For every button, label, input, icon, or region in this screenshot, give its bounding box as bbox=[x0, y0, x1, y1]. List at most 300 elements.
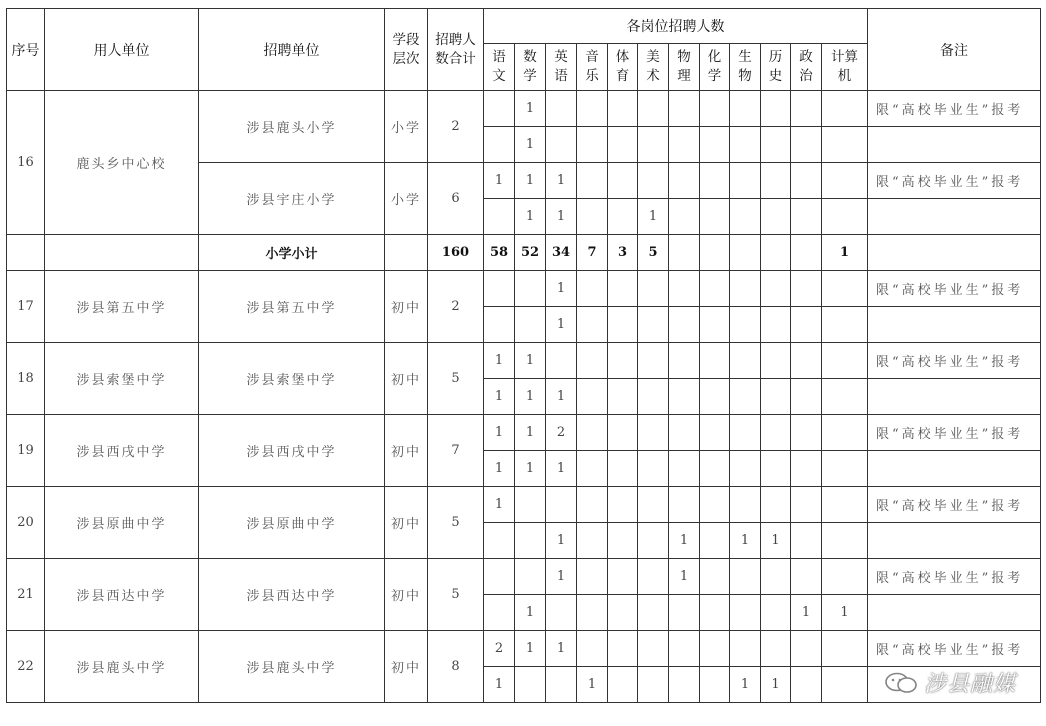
total-cell: 2 bbox=[428, 271, 484, 343]
recruiter-cell: 涉县西戌中学 bbox=[199, 415, 385, 487]
count-cell: 1 bbox=[515, 379, 546, 415]
header-subject bbox=[822, 44, 868, 91]
employer-cell: 涉县西戌中学 bbox=[45, 415, 199, 487]
total-cell: 2 bbox=[428, 91, 484, 163]
count-cell bbox=[608, 343, 638, 379]
header-subject-line: 乐 bbox=[585, 68, 599, 84]
count-cell bbox=[700, 307, 730, 343]
count-cell: 1 bbox=[730, 523, 761, 559]
level-cell: 初中 bbox=[385, 559, 428, 631]
count-cell bbox=[577, 163, 608, 199]
count-cell: 1 bbox=[669, 559, 700, 595]
header-subject bbox=[791, 44, 822, 91]
count-cell bbox=[730, 487, 761, 523]
count-cell: 1 bbox=[546, 271, 577, 307]
count-cell bbox=[822, 631, 868, 667]
count-cell bbox=[484, 271, 515, 307]
count-cell bbox=[700, 487, 730, 523]
subtotal-row bbox=[7, 235, 1041, 271]
subtotal-count bbox=[730, 235, 761, 271]
header-subject-line: 化 bbox=[707, 49, 722, 65]
recruiter-cell: 涉县鹿头中学 bbox=[199, 631, 385, 703]
count-cell bbox=[822, 199, 868, 235]
remark-cell: 限“高校毕业生”报考 bbox=[868, 487, 1041, 523]
count-cell: 1 bbox=[577, 667, 608, 703]
count-cell bbox=[638, 559, 669, 595]
header-subject bbox=[484, 44, 515, 91]
header-subject-line: 理 bbox=[677, 68, 691, 84]
count-cell bbox=[700, 595, 730, 631]
count-cell bbox=[791, 667, 822, 703]
count-cell bbox=[608, 199, 638, 235]
count-cell bbox=[608, 631, 638, 667]
count-cell bbox=[822, 91, 868, 127]
remark-cell: 限“高校毕业生”报考 bbox=[868, 415, 1041, 451]
count-cell: 1 bbox=[730, 667, 761, 703]
count-cell bbox=[700, 451, 730, 487]
remark-cell bbox=[868, 127, 1041, 163]
count-cell bbox=[700, 559, 730, 595]
count-cell bbox=[761, 451, 791, 487]
count-cell bbox=[638, 451, 669, 487]
count-cell bbox=[669, 307, 700, 343]
count-cell bbox=[822, 379, 868, 415]
count-cell bbox=[577, 91, 608, 127]
count-cell bbox=[761, 559, 791, 595]
count-cell bbox=[700, 631, 730, 667]
subtotal-count: 34 bbox=[546, 235, 577, 271]
count-cell: 1 bbox=[515, 451, 546, 487]
header-seq: 序号 bbox=[7, 9, 45, 91]
count-cell bbox=[577, 631, 608, 667]
count-cell bbox=[761, 91, 791, 127]
header-subject-line: 物 bbox=[738, 68, 752, 84]
count-cell bbox=[638, 667, 669, 703]
count-cell bbox=[791, 307, 822, 343]
subtotal-count: 5 bbox=[638, 235, 669, 271]
count-cell bbox=[608, 379, 638, 415]
count-cell bbox=[577, 127, 608, 163]
count-cell: 1 bbox=[515, 127, 546, 163]
count-cell bbox=[577, 559, 608, 595]
employer-cell: 涉县第五中学 bbox=[45, 271, 199, 343]
count-cell bbox=[515, 667, 546, 703]
count-cell: 1 bbox=[761, 667, 791, 703]
total-cell: 6 bbox=[428, 163, 484, 235]
count-cell bbox=[546, 91, 577, 127]
count-cell bbox=[577, 307, 608, 343]
count-cell: 1 bbox=[484, 379, 515, 415]
count-cell: 1 bbox=[546, 451, 577, 487]
header-subject-line: 治 bbox=[799, 68, 813, 84]
count-cell: 1 bbox=[515, 631, 546, 667]
count-cell bbox=[700, 667, 730, 703]
count-cell: 1 bbox=[484, 415, 515, 451]
count-cell bbox=[669, 127, 700, 163]
count-cell bbox=[761, 343, 791, 379]
count-cell: 1 bbox=[546, 379, 577, 415]
count-cell bbox=[638, 91, 669, 127]
count-cell bbox=[791, 91, 822, 127]
count-cell bbox=[761, 487, 791, 523]
count-cell bbox=[791, 343, 822, 379]
count-cell bbox=[822, 127, 868, 163]
count-cell bbox=[608, 667, 638, 703]
count-cell bbox=[730, 415, 761, 451]
header-level-line1: 学段 bbox=[392, 31, 420, 48]
count-cell bbox=[608, 559, 638, 595]
count-cell bbox=[577, 595, 608, 631]
count-cell bbox=[791, 163, 822, 199]
recruiter-cell: 涉县第五中学 bbox=[199, 271, 385, 343]
total-cell: 8 bbox=[428, 631, 484, 703]
count-cell: 1 bbox=[515, 415, 546, 451]
remark-cell bbox=[868, 595, 1041, 631]
subtotal-count: 58 bbox=[484, 235, 515, 271]
level-cell: 初中 bbox=[385, 343, 428, 415]
seq-cell: 19 bbox=[7, 415, 45, 487]
total-cell: 5 bbox=[428, 559, 484, 631]
count-cell bbox=[761, 307, 791, 343]
employer-cell: 涉县索堡中学 bbox=[45, 343, 199, 415]
header-subject-line: 体 bbox=[615, 49, 630, 65]
count-cell bbox=[761, 415, 791, 451]
count-cell: 1 bbox=[761, 523, 791, 559]
header-subject-line: 音 bbox=[585, 49, 599, 65]
count-cell bbox=[669, 199, 700, 235]
wechat-icon bbox=[884, 672, 918, 694]
level-cell: 小学 bbox=[385, 91, 428, 163]
count-cell bbox=[822, 343, 868, 379]
recruitment-table bbox=[6, 8, 1041, 703]
remark-cell: 限“高校毕业生”报考 bbox=[868, 631, 1041, 667]
recruiter-cell: 涉县西达中学 bbox=[199, 559, 385, 631]
header-recruiter: 招聘单位 bbox=[199, 9, 385, 91]
remark-cell: 限“高校毕业生”报考 bbox=[868, 343, 1041, 379]
count-cell bbox=[822, 523, 868, 559]
count-cell bbox=[608, 271, 638, 307]
count-cell bbox=[730, 199, 761, 235]
remark-cell bbox=[868, 523, 1041, 559]
count-cell: 1 bbox=[515, 595, 546, 631]
count-cell bbox=[730, 271, 761, 307]
count-cell bbox=[791, 487, 822, 523]
count-cell: 1 bbox=[484, 667, 515, 703]
count-cell: 1 bbox=[822, 595, 868, 631]
count-cell bbox=[730, 163, 761, 199]
count-cell bbox=[822, 163, 868, 199]
header-subject bbox=[761, 44, 791, 91]
count-cell bbox=[669, 271, 700, 307]
table-row bbox=[7, 559, 1041, 595]
count-cell bbox=[669, 631, 700, 667]
count-cell bbox=[577, 343, 608, 379]
count-cell bbox=[761, 199, 791, 235]
remark-cell: 限“高校毕业生”报考 bbox=[868, 559, 1041, 595]
count-cell bbox=[761, 595, 791, 631]
count-cell bbox=[700, 523, 730, 559]
count-cell: 1 bbox=[546, 199, 577, 235]
count-cell bbox=[791, 199, 822, 235]
count-cell bbox=[669, 667, 700, 703]
subtotal-label: 小学小计 bbox=[199, 235, 385, 271]
count-cell bbox=[791, 379, 822, 415]
count-cell: 1 bbox=[669, 523, 700, 559]
count-cell: 1 bbox=[484, 451, 515, 487]
count-cell: 1 bbox=[515, 199, 546, 235]
header-subject-line: 语 bbox=[492, 49, 506, 65]
count-cell bbox=[761, 163, 791, 199]
count-cell: 1 bbox=[484, 343, 515, 379]
count-cell bbox=[484, 199, 515, 235]
count-cell bbox=[700, 91, 730, 127]
header-subject bbox=[700, 44, 730, 91]
count-cell bbox=[669, 451, 700, 487]
count-cell bbox=[577, 415, 608, 451]
header-subject-line: 术 bbox=[646, 68, 660, 84]
count-cell bbox=[761, 631, 791, 667]
count-cell bbox=[638, 415, 669, 451]
level-cell: 初中 bbox=[385, 271, 428, 343]
subtotal-total: 160 bbox=[428, 235, 484, 271]
table-row bbox=[7, 91, 1041, 127]
count-cell bbox=[577, 451, 608, 487]
count-cell bbox=[577, 523, 608, 559]
count-cell bbox=[700, 163, 730, 199]
header-subject bbox=[669, 44, 700, 91]
count-cell bbox=[577, 199, 608, 235]
table-row bbox=[7, 343, 1041, 379]
recruiter-cell: 涉县鹿头小学 bbox=[199, 91, 385, 163]
count-cell bbox=[700, 271, 730, 307]
header-total-line1: 招聘人 bbox=[435, 31, 476, 48]
header-subject-line: 数 bbox=[523, 49, 537, 65]
count-cell bbox=[730, 595, 761, 631]
remark-cell bbox=[868, 451, 1041, 487]
seq-cell: 17 bbox=[7, 271, 45, 343]
count-cell: 1 bbox=[791, 595, 822, 631]
count-cell bbox=[484, 307, 515, 343]
seq-cell: 16 bbox=[7, 91, 45, 235]
count-cell bbox=[669, 487, 700, 523]
count-cell bbox=[730, 631, 761, 667]
count-cell bbox=[484, 559, 515, 595]
header-subject-line: 历 bbox=[768, 49, 783, 65]
level-cell: 小学 bbox=[385, 163, 428, 235]
count-cell: 1 bbox=[638, 199, 669, 235]
empty-cell bbox=[7, 235, 45, 271]
count-cell bbox=[546, 127, 577, 163]
count-cell bbox=[730, 307, 761, 343]
seq-cell: 18 bbox=[7, 343, 45, 415]
count-cell bbox=[638, 163, 669, 199]
count-cell bbox=[730, 343, 761, 379]
count-cell bbox=[638, 631, 669, 667]
header-remark: 备注 bbox=[868, 9, 1041, 91]
count-cell bbox=[730, 91, 761, 127]
count-cell bbox=[515, 307, 546, 343]
count-cell: 1 bbox=[515, 91, 546, 127]
count-cell bbox=[669, 343, 700, 379]
subtotal-count bbox=[700, 235, 730, 271]
employer-cell: 涉县鹿头中学 bbox=[45, 631, 199, 703]
count-cell bbox=[515, 559, 546, 595]
empty-cell bbox=[45, 235, 199, 271]
count-cell bbox=[484, 595, 515, 631]
header-subject-line: 学 bbox=[523, 68, 537, 84]
count-cell bbox=[515, 523, 546, 559]
header-subject bbox=[638, 44, 669, 91]
subtotal-count bbox=[761, 235, 791, 271]
count-cell bbox=[638, 487, 669, 523]
count-cell: 1 bbox=[546, 631, 577, 667]
total-cell: 7 bbox=[428, 415, 484, 487]
employer-cell: 涉县原曲中学 bbox=[45, 487, 199, 559]
count-cell bbox=[515, 271, 546, 307]
count-cell bbox=[546, 595, 577, 631]
header-subject-line: 机 bbox=[837, 68, 852, 84]
count-cell bbox=[608, 307, 638, 343]
count-cell: 1 bbox=[546, 163, 577, 199]
subtotal-count bbox=[791, 235, 822, 271]
level-cell: 初中 bbox=[385, 487, 428, 559]
count-cell bbox=[608, 127, 638, 163]
header-subject-line: 生 bbox=[738, 49, 752, 65]
header-subject bbox=[546, 44, 577, 91]
count-cell bbox=[546, 667, 577, 703]
count-cell bbox=[638, 307, 669, 343]
table-row bbox=[7, 271, 1041, 307]
count-cell bbox=[608, 415, 638, 451]
subtotal-count: 3 bbox=[608, 235, 638, 271]
count-cell bbox=[608, 451, 638, 487]
count-cell bbox=[638, 343, 669, 379]
header-employer: 用人单位 bbox=[45, 9, 199, 91]
count-cell: 1 bbox=[546, 559, 577, 595]
header-subject-line: 美 bbox=[646, 49, 660, 65]
count-cell: 1 bbox=[515, 163, 546, 199]
count-cell bbox=[546, 487, 577, 523]
header-subject-line: 计算 bbox=[831, 49, 858, 65]
header-subject-line: 政 bbox=[799, 49, 813, 65]
subtotal-count: 52 bbox=[515, 235, 546, 271]
header-subject-line: 育 bbox=[615, 68, 630, 84]
count-cell bbox=[577, 271, 608, 307]
count-cell bbox=[577, 379, 608, 415]
count-cell bbox=[822, 487, 868, 523]
count-cell bbox=[484, 523, 515, 559]
header-subject bbox=[730, 44, 761, 91]
empty-cell bbox=[385, 235, 428, 271]
employer-cell: 涉县西达中学 bbox=[45, 559, 199, 631]
count-cell bbox=[608, 91, 638, 127]
count-cell bbox=[669, 595, 700, 631]
count-cell bbox=[822, 307, 868, 343]
count-cell bbox=[822, 415, 868, 451]
subtotal-count: 1 bbox=[822, 235, 868, 271]
count-cell bbox=[700, 199, 730, 235]
header-total-line2: 数合计 bbox=[435, 50, 476, 67]
remark-cell bbox=[868, 199, 1041, 235]
count-cell bbox=[791, 415, 822, 451]
recruiter-cell: 涉县宇庄小学 bbox=[199, 163, 385, 235]
count-cell bbox=[791, 631, 822, 667]
count-cell bbox=[700, 415, 730, 451]
count-cell: 1 bbox=[546, 307, 577, 343]
remark-cell: 限“高校毕业生”报考 bbox=[868, 91, 1041, 127]
count-cell bbox=[822, 667, 868, 703]
count-cell bbox=[669, 415, 700, 451]
count-cell bbox=[791, 451, 822, 487]
count-cell: 1 bbox=[484, 487, 515, 523]
header-subject bbox=[577, 44, 608, 91]
count-cell bbox=[638, 595, 669, 631]
count-cell bbox=[669, 163, 700, 199]
count-cell bbox=[638, 127, 669, 163]
watermark-text: 涉县融媒 bbox=[923, 672, 1016, 697]
seq-cell: 20 bbox=[7, 487, 45, 559]
count-cell bbox=[638, 523, 669, 559]
count-cell bbox=[791, 127, 822, 163]
count-cell: 1 bbox=[546, 523, 577, 559]
count-cell: 2 bbox=[546, 415, 577, 451]
count-cell bbox=[791, 271, 822, 307]
header-subject-line: 英 bbox=[554, 49, 568, 65]
count-cell bbox=[822, 271, 868, 307]
count-cell bbox=[700, 127, 730, 163]
header-subject bbox=[608, 44, 638, 91]
count-cell bbox=[822, 559, 868, 595]
count-cell: 1 bbox=[484, 163, 515, 199]
count-cell bbox=[761, 127, 791, 163]
count-cell bbox=[669, 379, 700, 415]
count-cell bbox=[484, 127, 515, 163]
table-row bbox=[7, 631, 1041, 667]
header-level bbox=[385, 9, 428, 91]
seq-cell: 22 bbox=[7, 631, 45, 703]
header-subject-line: 文 bbox=[492, 68, 506, 84]
count-cell: 1 bbox=[515, 343, 546, 379]
count-cell bbox=[791, 559, 822, 595]
count-cell bbox=[791, 523, 822, 559]
level-cell: 初中 bbox=[385, 631, 428, 703]
empty-cell bbox=[868, 235, 1041, 271]
remark-cell: 限“高校毕业生”报考 bbox=[868, 271, 1041, 307]
count-cell bbox=[669, 91, 700, 127]
table-row bbox=[7, 487, 1041, 523]
header-subject-line: 学 bbox=[707, 68, 722, 84]
count-cell bbox=[608, 595, 638, 631]
count-cell bbox=[730, 559, 761, 595]
count-cell bbox=[638, 379, 669, 415]
count-cell bbox=[515, 487, 546, 523]
recruiter-cell: 涉县原曲中学 bbox=[199, 487, 385, 559]
count-cell bbox=[822, 451, 868, 487]
recruiter-cell: 涉县索堡中学 bbox=[199, 343, 385, 415]
header-subject-line: 史 bbox=[768, 68, 783, 84]
subtotal-count bbox=[669, 235, 700, 271]
header-positions-group: 各岗位招聘人数 bbox=[484, 9, 868, 44]
count-cell bbox=[608, 487, 638, 523]
table-row bbox=[7, 415, 1041, 451]
count-cell bbox=[700, 343, 730, 379]
watermark bbox=[884, 667, 1016, 698]
count-cell bbox=[761, 379, 791, 415]
header-level-line2: 层次 bbox=[392, 50, 420, 67]
count-cell bbox=[608, 523, 638, 559]
header-total bbox=[428, 9, 484, 91]
subtotal-count: 7 bbox=[577, 235, 608, 271]
